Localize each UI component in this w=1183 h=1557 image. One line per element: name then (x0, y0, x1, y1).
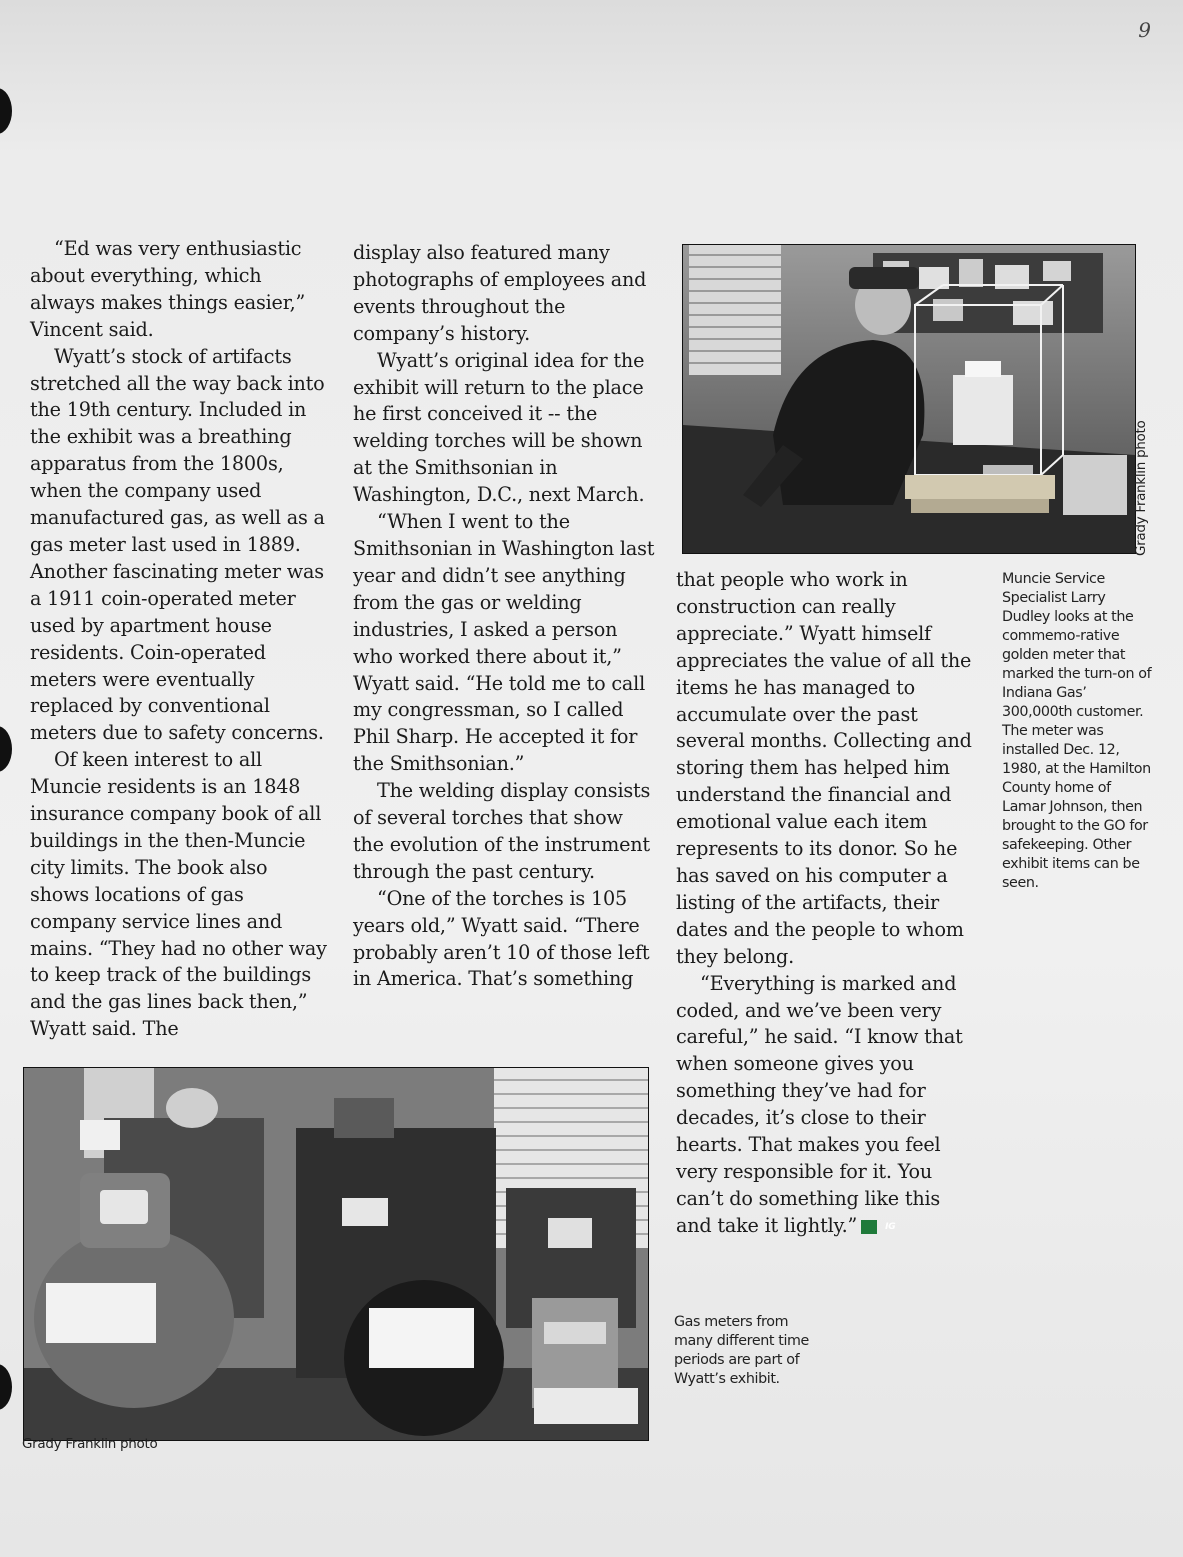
paragraph: “One of the torches is 105 years old,” Wyatt said. “There probably aren’t 10 of those left in America. That’s something (353, 886, 650, 991)
paragraph: display also featured many photographs of employees and events throughout the company’s history. (353, 241, 647, 345)
photo-credit: Grady Franklin photo (1133, 420, 1149, 556)
photo-caption-bottom: Gas meters from many different time periods are part of Wyatt’s exhibit. (674, 1314, 809, 1387)
photo-credit: Grady Franklin photo (22, 1436, 158, 1452)
paragraph: The welding display consists of several torches that show the evolution of the instrument through the past century. (353, 779, 651, 883)
article-column-2 (353, 240, 658, 993)
paragraph-text: “Everything is marked and coded, and we’ve been very careful,” he said. “I know that when someone gives you something they’ve had for decades, it’s close to their hearts. That makes you feel very responsible for it. You can’t do something like this and take it lightly.” (676, 971, 963, 1237)
photo-exhibit-meter-case (682, 244, 1136, 554)
photo-caption-top: Muncie Service Specialist Larry Dudley looks at the commemo-rative golden meter that marked the turn-on of Indiana Gas’ 300,000th customer. The meter was installed Dec. 12, 1980, at the Hamilton County home of Lamar Johnson, then brought to the GO for safekeeping. Other exhibit items can be seen. (1002, 571, 1152, 891)
article-column-1 (30, 236, 330, 1043)
paragraph: “When I went to the Smithsonian in Washington last year and didn’t see anything from the gas or welding industries, I asked a person who worked there about it,” Wyatt said. “He told me to call my congressman, so I called Phil Sharp. He accepted it for the Smithsonian.” (353, 510, 655, 776)
indiana-gas-logo-icon: IG (861, 1220, 877, 1234)
paragraph: that people who work in construction can really appreciate.” Wyatt himself appreciates the value of all the items he has managed to accumulate over the past several months. Collecting and storing them has helped him understand the financial and emotional value each item represents to its donor. So he has saved on his computer a listing of the artifacts, their dates and the people to whom they belong. (676, 568, 972, 968)
paragraph: “Ed was very enthusiastic about everything, which always makes things easier,” Vincent said. (30, 237, 306, 341)
paragraph: Wyatt’s stock of artifacts stretched all the way back into the 19th century. Included in the exhibit was a breathing apparatus from the 1800s, when the company used manufactured gas, as well as a gas meter last used in 1889. Another fascinating meter was a 1911 coin-operated meter used by apartment house residents. Coin-operated meters were eventually replaced by conventional meters due to safety concerns. (30, 344, 325, 745)
paragraph: Of keen interest to all Muncie residents is an 1848 insurance company book of all buildings in the then-Muncie city limits. The book also shows locations of gas company service lines and mains. “They had no other way to keep track of the buildings and the gas lines back then,” Wyatt said. The (30, 748, 327, 1041)
article-column-3 (676, 567, 978, 1240)
photo-gas-meters (23, 1067, 649, 1441)
binder-hole (0, 88, 12, 134)
binder-hole (0, 726, 12, 772)
paragraph: Wyatt’s original idea for the exhibit will return to the place he first conceived it -- the welding torches will be shown at the Smithsonian in Washington, D.C., next March. (353, 348, 645, 507)
binder-hole (0, 1364, 12, 1410)
page-number: 9 (1138, 18, 1151, 42)
paragraph (676, 971, 978, 1240)
